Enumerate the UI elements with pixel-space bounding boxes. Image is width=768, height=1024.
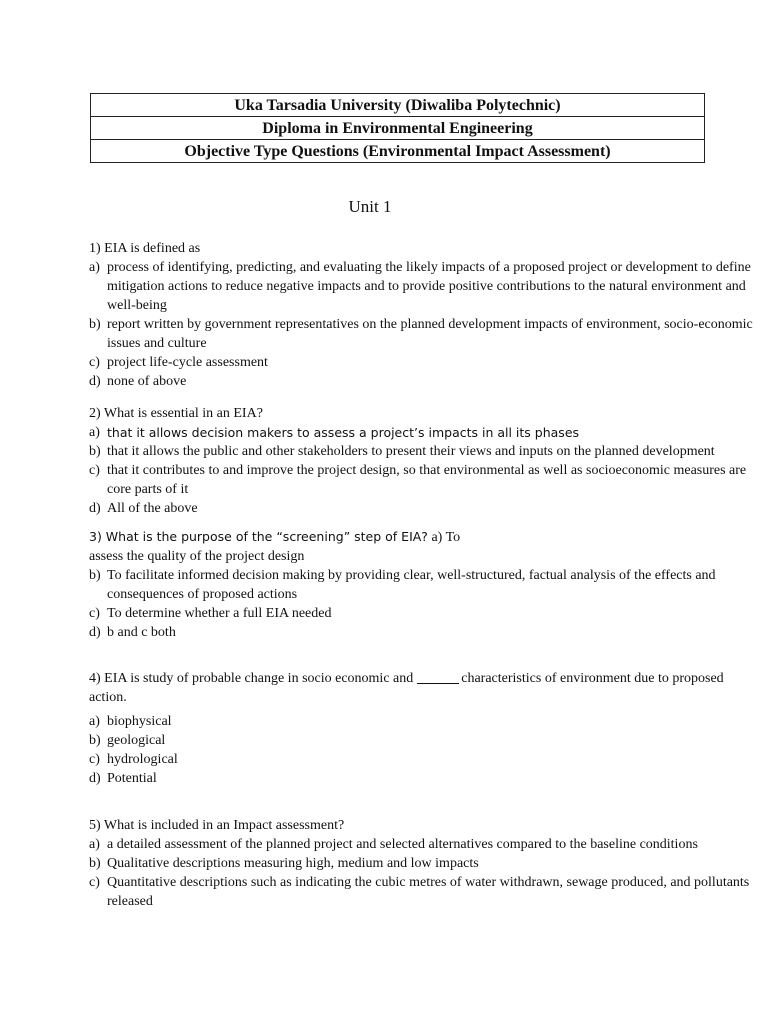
answer-blank [417, 683, 459, 684]
question-5-option-a: a) a detailed assessment of the planned project and selected alternatives compared to the baseline conditions [89, 837, 698, 852]
header-table [90, 93, 705, 163]
question-3-option-d: d) b and c both [89, 625, 176, 640]
diploma-title: Diploma in Environmental Engineering [91, 117, 705, 140]
subject-title: Objective Type Questions (Environmental Impact Assessment) [91, 140, 705, 163]
question-3-option-b: b) To facilitate informed decision making by providing clear, well-structured, factual analysis of the effects and consequences of proposed actions [89, 568, 716, 602]
university-title: Uka Tarsadia University (Diwaliba Polytechnic) [91, 94, 705, 117]
unit-heading: Unit 1 [348, 197, 392, 216]
question-4-option-a: a) biophysical [89, 714, 172, 729]
question-2-option-b: b) that it allows the public and other stakeholders to present their views and inputs on the planned development [89, 444, 715, 459]
question-4-option-b: b) geological [89, 733, 166, 748]
question-2 [89, 404, 764, 518]
question-5-title: 5) What is included in an Impact assessment? [89, 818, 345, 833]
question-3-option-a: assess the quality of the project design [89, 549, 305, 564]
question-1-option-a: a) process of identifying, predicting, and evaluating the likely impacts of a proposed project or development to define mitigation actions to reduce negative impacts and to provide positive contributions to the natural environment and well-being [89, 260, 751, 313]
question-5 [89, 816, 764, 911]
question-3 [89, 527, 764, 642]
question-1 [89, 239, 764, 391]
question-3-title: 3) What is the purpose of the “screening” step of EIA? a) To [89, 529, 461, 545]
question-1-option-d: d) none of above [89, 374, 187, 389]
question-5-option-b: b) Qualitative descriptions measuring high, medium and low impacts [89, 856, 479, 871]
question-4-title: 4) EIA is study of probable change in socio economic and characteristics of environment due to proposed action. [89, 671, 724, 705]
question-1-option-b: b) report written by government representatives on the planned development impacts of environment, socio-economic issues and culture [89, 317, 753, 351]
question-4-option-c: c) hydrological [89, 752, 178, 767]
question-2-option-d: d) All of the above [89, 501, 198, 516]
question-2-title: 2) What is essential in an EIA? [89, 406, 263, 421]
question-2-option-a: a) that it allows decision makers to assess a project’s impacts in all its phases [89, 425, 580, 440]
question-3-option-c: c) To determine whether a full EIA needed [89, 606, 332, 621]
question-5-option-c: c) Quantitative descriptions such as indicating the cubic metres of water withdrawn, sewage produced, and pollutants released [89, 875, 750, 909]
question-2-option-c: c) that it contributes to and improve the project design, so that environmental as well as socioeconomic measures are core parts of it [89, 463, 747, 497]
question-4-option-d: d) Potential [89, 771, 157, 786]
question-4 [89, 669, 764, 788]
question-1-title: 1) EIA is defined as [89, 241, 201, 256]
question-1-option-c: c) project life-cycle assessment [89, 355, 268, 370]
